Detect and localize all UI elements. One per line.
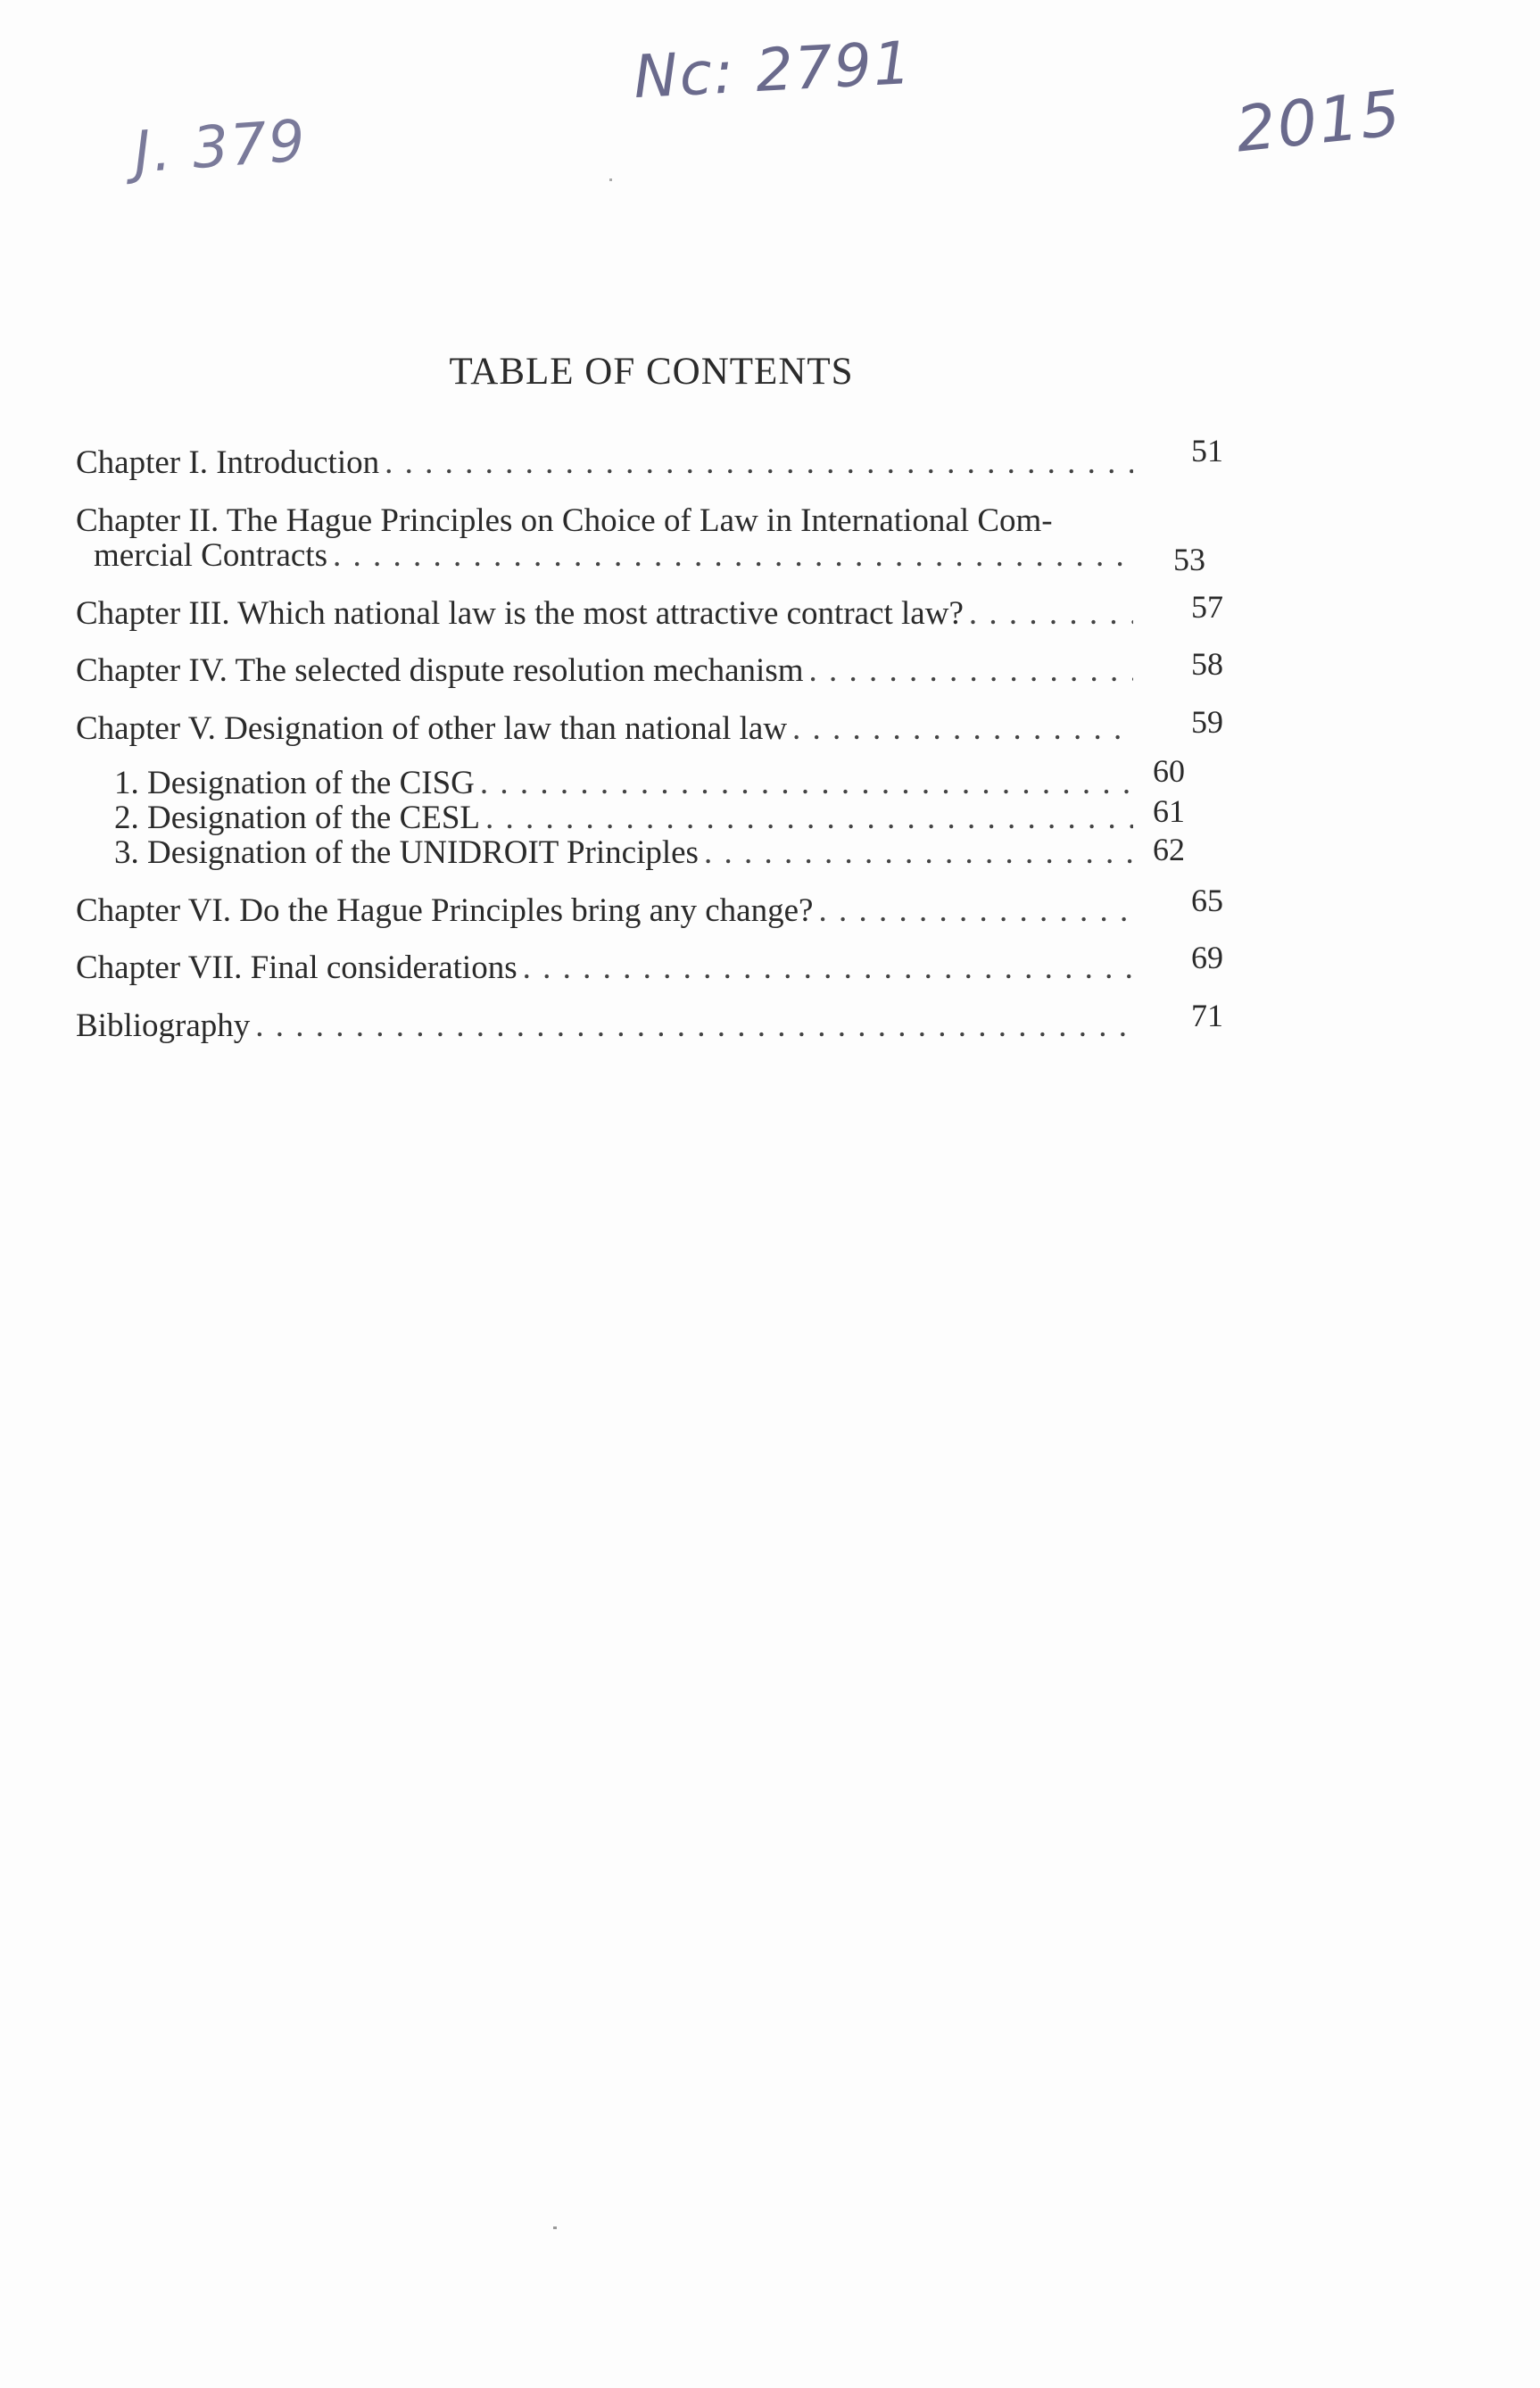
leader-dots (792, 712, 1133, 747)
toc-page-number: 69 (1191, 940, 1223, 976)
toc-entry-text: 1. Designation of the CISG (114, 765, 475, 802)
leader-dots (969, 597, 1133, 632)
toc-page-number: 57 (1191, 588, 1223, 625)
toc-entry-chapter-4[interactable] (76, 646, 1223, 690)
table-of-contents (76, 433, 1254, 1045)
toc-entry-text: Chapter IV. The selected dispute resolution mechanism (76, 652, 804, 690)
toc-entry-line-1 (76, 504, 1133, 539)
toc-entry-text: 3. Designation of the UNIDROIT Principles (114, 833, 699, 871)
toc-page-number: 65 (1191, 882, 1223, 918)
toc-entry-text: Chapter II. The Hague Principles on Choice of Law in International Com- (76, 502, 1053, 539)
leader-dots (485, 801, 1133, 836)
leader-dots (809, 654, 1133, 689)
toc-entry-chapter-1[interactable] (76, 433, 1223, 481)
toc-entry-bibliography[interactable] (76, 998, 1223, 1045)
toc-page-number: 62 (1153, 831, 1185, 867)
toc-entry-section-5-2[interactable] (76, 792, 1185, 836)
handwritten-year: 2015 (1232, 76, 1405, 167)
handwritten-shelf-mark: J. 379 (131, 108, 310, 187)
toc-entry-line-2 (76, 536, 1205, 577)
toc-entry-text: Bibliography (76, 1007, 251, 1045)
toc-entry-section-5-1[interactable] (76, 753, 1185, 802)
toc-entry-text-continued: mercial Contracts (94, 536, 327, 574)
toc-entry-text: Chapter VII. Final considerations (76, 949, 517, 987)
toc-entry-text: Chapter I. Introduction (76, 444, 380, 481)
paper-speck (553, 2226, 557, 2229)
toc-entry-text: Chapter III. Which national law is the most attractive contract law? (76, 594, 964, 632)
toc-entry-chapter-3[interactable] (76, 588, 1223, 632)
leader-dots (333, 539, 1133, 574)
toc-page-number: 61 (1153, 792, 1185, 829)
toc-page-number: 60 (1153, 753, 1185, 790)
leader-dots (480, 767, 1133, 801)
toc-page-number: 51 (1191, 433, 1223, 469)
toc-entry-chapter-7[interactable] (76, 940, 1223, 987)
leader-dots (704, 836, 1133, 871)
leader-dots (255, 1009, 1133, 1044)
toc-entry-chapter-2[interactable] (76, 502, 1254, 577)
toc-page-number: 59 (1191, 704, 1223, 741)
toc-entry-text: 2. Designation of the CESL (114, 799, 481, 836)
paper-speck (609, 178, 612, 181)
leader-dots (523, 951, 1133, 986)
toc-entry-text: Chapter V. Designation of other law than national law (76, 710, 788, 748)
leader-dots (818, 894, 1133, 929)
toc-entry-section-5-3[interactable] (76, 831, 1185, 871)
toc-title: TABLE OF CONTENTS (449, 351, 854, 393)
toc-entry-chapter-6[interactable] (76, 882, 1223, 929)
toc-entry-chapter-5[interactable] (76, 704, 1223, 748)
toc-page-number: 53 (1173, 541, 1205, 577)
toc-page-number: 58 (1191, 646, 1223, 683)
handwritten-catalog-number: Nc: 2791 (632, 28, 915, 112)
toc-page-number: 71 (1191, 998, 1223, 1034)
toc-entry-text: Chapter VI. Do the Hague Principles bring any change? (76, 891, 814, 929)
leader-dots (385, 446, 1133, 481)
